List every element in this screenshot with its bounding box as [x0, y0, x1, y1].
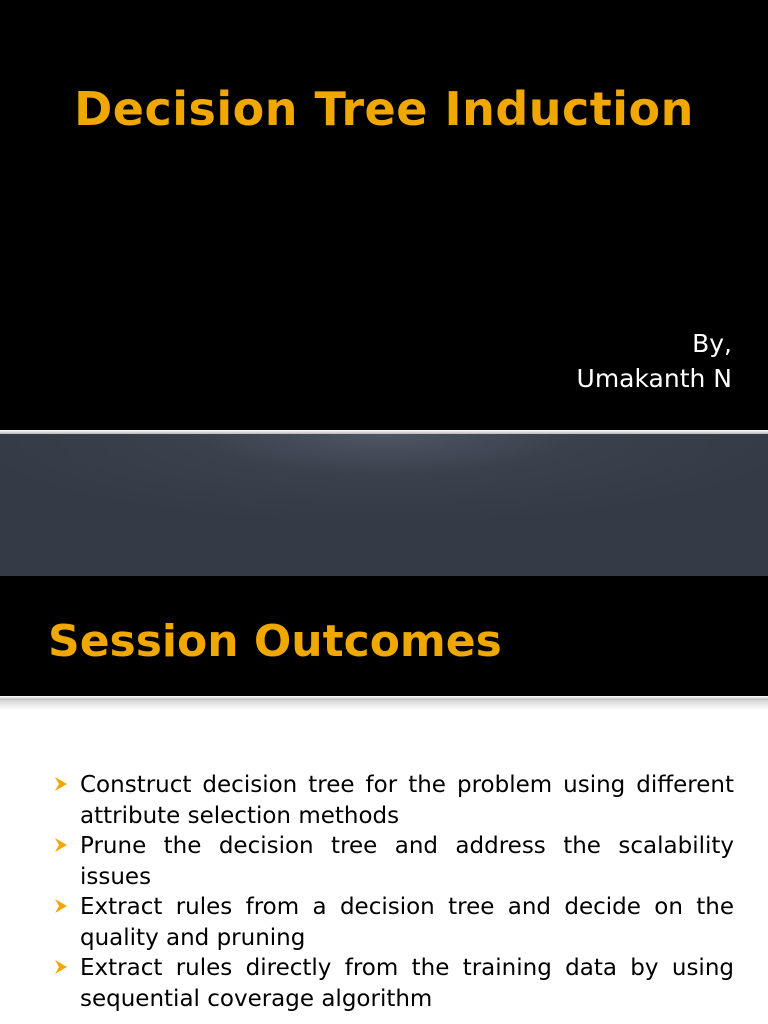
author-name: Umakanth N	[576, 364, 732, 393]
list-item-text: Prune the decision tree and address the scalability issues	[80, 833, 734, 890]
list-item	[52, 892, 734, 953]
title-slide	[0, 0, 768, 430]
author-byline	[577, 326, 732, 396]
arrow-bullet-icon	[54, 776, 68, 792]
arrow-bullet-icon	[54, 898, 68, 914]
author-prefix: By,	[692, 329, 732, 358]
list-item-text: Construct decision tree for the problem using different attribute selection methods	[80, 772, 734, 829]
arrow-bullet-icon	[54, 959, 68, 975]
slide-title: Decision Tree Induction	[74, 82, 694, 136]
list-item	[52, 770, 734, 831]
arrow-bullet-icon	[54, 837, 68, 853]
list-item	[52, 953, 734, 1014]
slide-gap-band	[0, 434, 768, 576]
content-shadow	[0, 700, 768, 710]
list-item	[52, 831, 734, 892]
list-item-text: Extract rules directly from the training data by using sequential coverage algorithm	[80, 955, 734, 1012]
list-item-text: Extract rules from a decision tree and decide on the quality and pruning	[80, 894, 734, 951]
outcomes-list	[52, 770, 734, 1014]
outcomes-title: Session Outcomes	[48, 616, 502, 667]
